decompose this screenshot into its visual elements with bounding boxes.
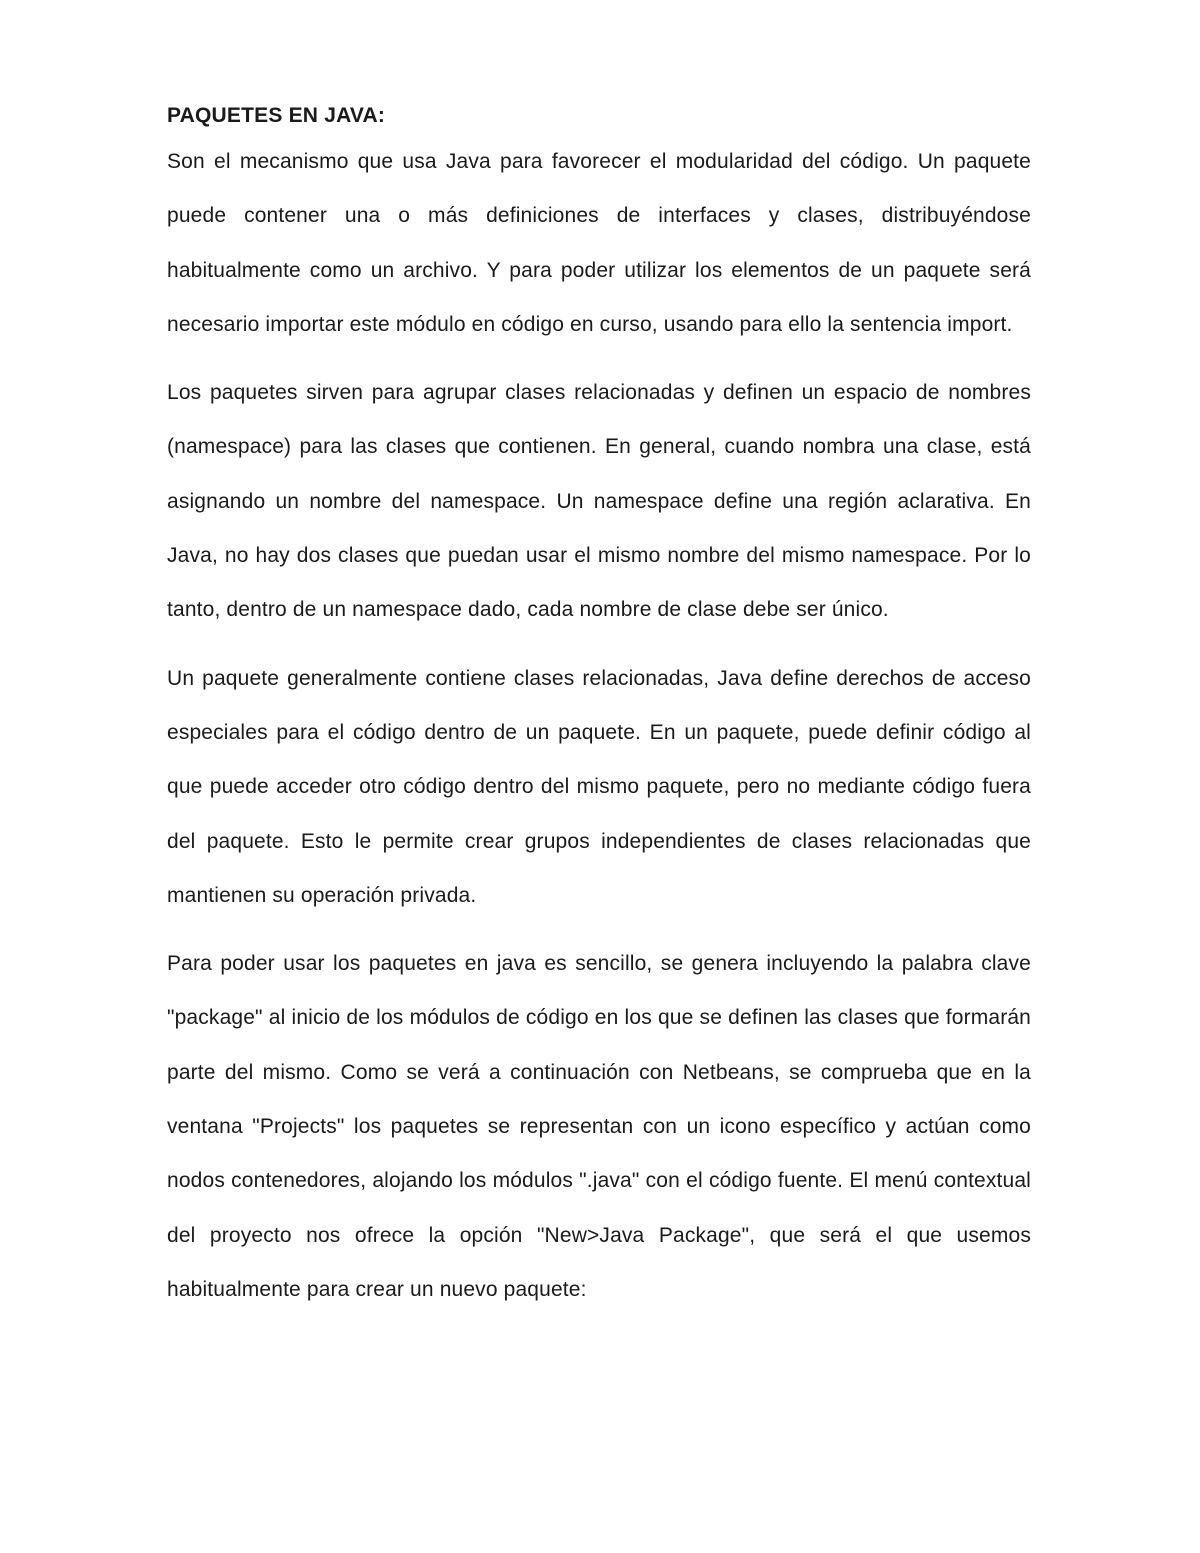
paragraph-1: Son el mecanismo que usa Java para favorecer el modularidad del código. Un paquete puede contener una o más definiciones de interfaces y clases, distribuyéndose habitualmente como un archivo. Y para poder utilizar los elementos de un paquete será necesario importar este módulo en código en curso, usando para ello la sentencia import. — [167, 150, 1031, 336]
paragraph-4: Para poder usar los paquetes en java es sencillo, se genera incluyendo la palabra clave "package" al inicio de los módulos de código en los que se definen las clases que formarán parte del mismo. Como se verá a continuación con Netbeans, se comprueba que en la ventana "Projects" los paquetes se representan con un icono específico y actúan como nodos contenedores, alojando los módulos ".java" con el código fuente. El menú contextual del proyecto nos ofrece la opción "New>Java Package", que será el que usemos habitualmente para crear un nuevo paquete: — [167, 952, 1031, 1301]
document-body — [167, 96, 1031, 1331]
paragraph-2: Los paquetes sirven para agrupar clases relacionadas y definen un espacio de nombres (namespace) para las clases que contienen. En general, cuando nombra una clase, está asignando un nombre del namespace. Un namespace define una región aclarativa. En Java, no hay dos clases que puedan usar el mismo nombre del mismo namespace. Por lo tanto, dentro de un namespace dado, cada nombre de clase debe ser único. — [167, 381, 1031, 622]
paragraph-3: Un paquete generalmente contiene clases relacionadas, Java define derechos de acceso especiales para el código dentro de un paquete. En un paquete, puede definir código al que puede acceder otro código dentro del mismo paquete, pero no mediante código fuera del paquete. Esto le permite crear grupos independientes de clases relacionadas que mantienen su operación privada. — [167, 666, 1031, 907]
document-title: PAQUETES EN JAVA: — [167, 104, 386, 127]
